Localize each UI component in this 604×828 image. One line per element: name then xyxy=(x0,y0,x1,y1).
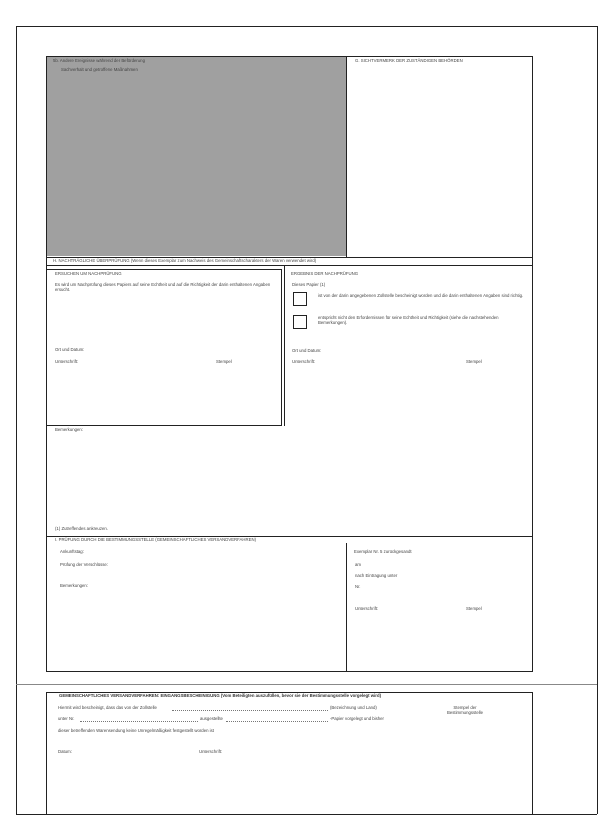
receipt-date: Datum: xyxy=(58,749,72,754)
section-g-title: G. SICHTVERMERK DER ZUSTÄNDIGEN BEHÖRDEN xyxy=(355,58,463,63)
section-h-remarks-label: Bemerkungen: xyxy=(55,427,83,432)
request-place-date: Ort und Datum: xyxy=(55,347,85,352)
section-i-title: I. PRÜFUNG DURCH DIE BESTIMMUNGSSTELLE (GEMEINSCHAFTLICHES VERSANDVERFAHREN) xyxy=(55,537,257,542)
page-right-border xyxy=(597,26,598,814)
section-i-divider xyxy=(346,543,347,672)
section-f-g-divider xyxy=(346,56,347,257)
section-h-title: H. NACHTRÄGLICHE ÜBERPRÜFUNG (Wenn dieses Exemplar zum Nachweis des Gemeinschaftscharakters der Waren verwendet wird) xyxy=(53,258,317,263)
request-stamp: Stempel xyxy=(216,359,232,364)
section-i-after-registration: nach Eintragung unter xyxy=(355,573,398,578)
page-bottom-border xyxy=(16,814,597,815)
request-text: Es wird um Nachprüfung dieses Papiers auf seine Echtheit und auf die Richtigkeit der darin enthaltenen Angaben ersucht. xyxy=(55,282,271,293)
result-title: ERGEBNIS DER NACHPRÜFUNG xyxy=(291,271,359,276)
tear-off-line xyxy=(16,684,597,685)
receipt-line-2-mid: ausgestellte xyxy=(200,716,223,721)
receipt-line-1: Hiermit wird bescheinigt, dass das von der Zollstelle xyxy=(58,705,157,710)
result-intro: Dieses Papier (1) xyxy=(292,282,326,287)
receipt-line-3: dieser betreffenden Warensendung keine Unregelmäßigkeit festgestellt worden ist xyxy=(58,728,214,733)
receipt-signature: Unterschrift: xyxy=(199,749,223,754)
request-title: ERSUCHEN UM NACHPRÜFUNG xyxy=(55,271,122,276)
result-stamp: Stempel xyxy=(466,359,482,364)
section-i-arrival: Ankunftstag: xyxy=(60,549,84,554)
receipt-title: GEMEINSCHAFTLICHES VERSANDVERFAHREN: EINGANGSBESCHEINIGUNG (Vom Beteiligten auszufüllen, bevor sie der Bestimmungsstelle vorgelegt wird) xyxy=(59,693,381,698)
section-i-copy-returned: Exemplar Nr. 5 zurückgesandt xyxy=(354,549,412,554)
section-f-shaded-box xyxy=(47,57,346,256)
receipt-field-type[interactable] xyxy=(226,721,328,722)
section-i-stamp: Stempel xyxy=(466,606,482,611)
result-checkbox-1[interactable] xyxy=(293,292,307,306)
page-left-border xyxy=(16,26,17,814)
receipt-line-1-end: (Bezeichnung und Land) xyxy=(330,705,377,710)
result-left-line xyxy=(284,266,285,426)
result-signature: Unterschrift: xyxy=(292,359,316,364)
section-f-subtitle: Sachverhalt und getroffene Maßnahmen xyxy=(61,67,138,72)
result-option-1: ist von der darin angegebenen Zollstelle bescheinigt worden und die darin enthaltenen Angaben sind richtig. xyxy=(318,293,524,298)
request-signature: Unterschrift: xyxy=(55,359,79,364)
result-place-date: Ort und Datum: xyxy=(292,348,322,353)
section-f-title: 5b. Andere Ereignisse während der Beförderung xyxy=(53,58,145,63)
section-i-nr: Nr. xyxy=(355,584,361,589)
result-option-2: entspricht nicht den Erfordernissen für seine Echtheit und Richtigkeit (siehe die nachstehenden Bemerkungen). xyxy=(318,315,499,326)
receipt-field-office[interactable] xyxy=(172,710,328,711)
receipt-line-2-start: unter Nr. xyxy=(58,716,75,721)
receipt-stamp: Stempel der Bestimmungsstelle xyxy=(446,705,484,716)
receipt-line-2-end: -Papier vorgelegt und bisher xyxy=(330,716,384,721)
section-i-signature: Unterschrift: xyxy=(355,606,379,611)
section-i-seals: Prüfung der Verschlüsse: xyxy=(60,562,109,567)
section-h-header-line xyxy=(46,265,533,266)
receipt-field-number[interactable] xyxy=(80,721,198,722)
page-top-border xyxy=(16,26,597,27)
section-i-remarks: Bemerkungen: xyxy=(60,583,88,588)
result-checkbox-2[interactable] xyxy=(293,315,307,329)
section-i-on: am xyxy=(355,562,361,567)
section-h-footnote: (1) Zutreffendes ankreuzen. xyxy=(55,526,108,531)
